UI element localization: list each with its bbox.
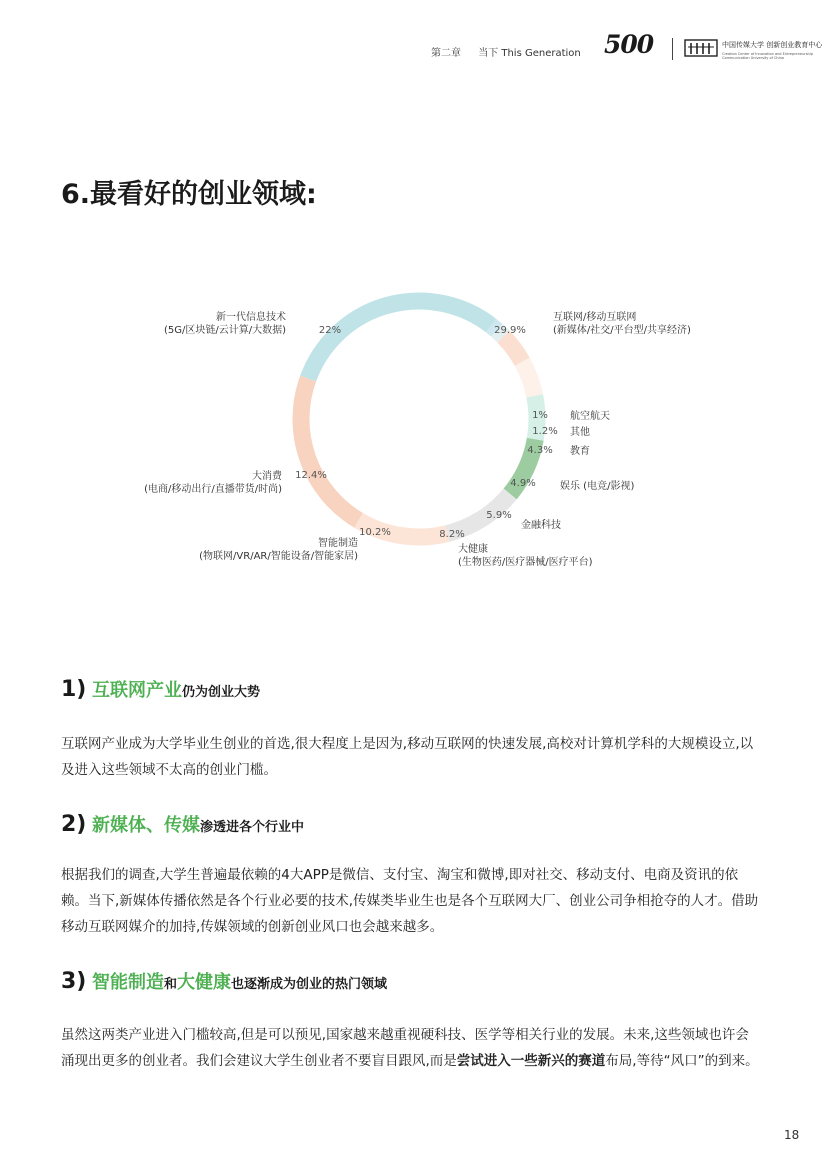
slice-name-label-7: 智能制造 bbox=[318, 538, 358, 549]
slice-name-label-9: 新一代信息技术 bbox=[216, 312, 286, 323]
section-3-heading: 3) 智能制造和大健康也逐渐成为创业的热门领域 bbox=[61, 969, 387, 994]
header-divider bbox=[672, 38, 673, 60]
chapter-label: 第二章 bbox=[431, 48, 461, 59]
section-1-heading: 1) 互联网产业仍为创业大势 bbox=[61, 677, 260, 702]
slice-name-label-3: 教育 bbox=[570, 446, 590, 457]
section-2-heading: 2) 新媒体、传媒渗透进各个行业中 bbox=[61, 812, 304, 837]
org-name-en: Creation Center of Innovation and Entrepreneurship Communication University of China bbox=[722, 52, 813, 60]
slice-sub-label-7: (物联网/VR/AR/智能设备/智能家居) bbox=[199, 551, 358, 562]
slice-percent-label-9: 22% bbox=[318, 325, 342, 336]
slice-name-label-1: 航空航天 bbox=[570, 411, 610, 422]
slice-name-label-0: 互联网/移动互联网 bbox=[553, 312, 637, 323]
slice-sub-label-9: (5G/区块链/云计算/大数据) bbox=[163, 325, 286, 336]
slice-sub-label-0: (新媒体/社交/平台型/共享经济) bbox=[553, 325, 691, 336]
slice-percent-label-3: 4.3% bbox=[527, 445, 553, 456]
donut-slice-4 bbox=[522, 362, 534, 396]
slice-percent-label-4: 4.9% bbox=[510, 478, 536, 489]
org-name-cn: 中国传媒大学 创新创业教育中心 bbox=[722, 41, 823, 49]
section-3-emphasis: 尝试进入一些新兴的赛道 bbox=[456, 1053, 606, 1069]
startup-field-donut-chart bbox=[110, 280, 710, 590]
slice-percent-label-6: 8.2% bbox=[439, 529, 465, 540]
section-2-paragraph: 根据我们的调查,大学生普遍最依赖的4大APP是微信、支付宝、淘宝和微博,即对社交、移动支付、电商及资讯的依赖。当下,新媒体传播依然是各个行业必要的技术,传媒类毕业生也是各个互联网大厂、创业公司争相抢夺的人才。借助移动互联网媒介的加持,传媒领域的创新创业风口也会越来越多。 bbox=[61, 867, 759, 935]
slice-percent-label-2: 1.2% bbox=[532, 426, 558, 437]
slice-percent-label-5: 5.9% bbox=[486, 510, 512, 521]
slice-sub-label-8: (电商/移动出行/直播带货/时尚) bbox=[144, 484, 282, 495]
donut-slice-0 bbox=[308, 301, 491, 379]
brand-500-logo: 500 bbox=[604, 30, 654, 59]
slice-name-label-5: 金融科技 bbox=[521, 520, 561, 531]
header-chapter bbox=[431, 44, 595, 59]
slice-percent-label-8: 12.4% bbox=[295, 470, 327, 481]
section-1-paragraph: 互联网产业成为大学毕业生创业的首选,很大程度上是因为,移动互联网的快速发展,高校对计算机学科的大规模设立,以及进入这些领域不太高的创业门槛。 bbox=[61, 736, 754, 778]
slice-name-label-4: 娱乐 (电竞/影视) bbox=[560, 481, 635, 492]
slice-name-label-6: 大健康 bbox=[458, 544, 488, 555]
slice-percent-label-7: 10.2% bbox=[359, 527, 391, 538]
slice-name-label-8: 大消费 bbox=[252, 471, 282, 482]
slice-percent-label-1: 1% bbox=[532, 410, 548, 421]
section-label: 当下 This Generation bbox=[478, 48, 581, 59]
slice-name-label-2: 其他 bbox=[570, 427, 590, 438]
donut-slice-9 bbox=[301, 379, 359, 521]
page-title: 6.最看好的创业领域: bbox=[61, 179, 317, 210]
donut-slice-3 bbox=[503, 336, 522, 361]
slice-sub-label-6: (生物医药/医疗器械/医疗平台) bbox=[458, 557, 593, 568]
page-number: 18 bbox=[784, 1128, 800, 1142]
slice-percent-label-0: 29.9% bbox=[494, 325, 526, 336]
university-logo-icon bbox=[684, 38, 718, 58]
section-3-paragraph: 虽然这两类产业进入门槛较高,但是可以预见,国家越来越重视硬科技、医学等相关行业的发展。未来,这些领域也许会涌现出更多的创业者。我们会建议大学生创业者不要盲目跟风,而是尝试进入一些新兴的赛道布局,等待“风口”的到来。 bbox=[61, 1027, 759, 1069]
